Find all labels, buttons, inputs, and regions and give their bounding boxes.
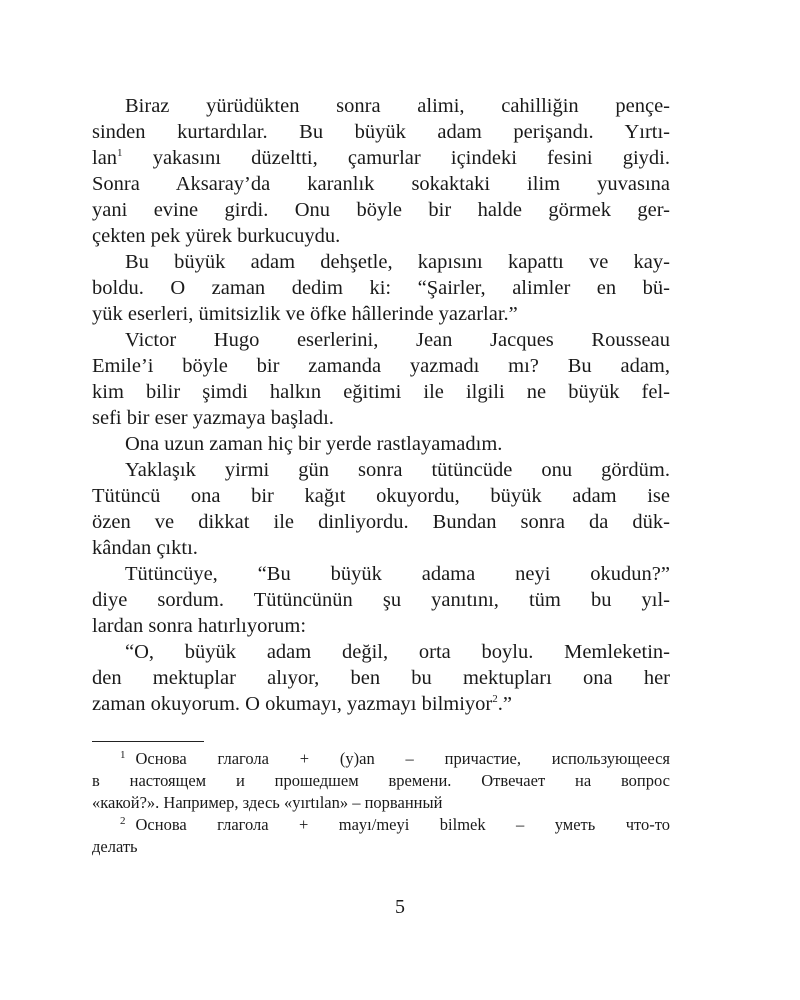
text-span: lan — [92, 147, 118, 169]
footnote-line: в настоящем и прошедшем времени. Отвечает на вопрос — [92, 771, 670, 790]
text-line: özen ve dikkat ile dinliyordu. Bundan sonra da dük- — [92, 511, 670, 533]
text-line: Bu büyük adam dehşetle, kapısını kapattı ve kay- — [125, 251, 670, 273]
page-number: 5 — [395, 896, 405, 918]
main-text — [92, 93, 670, 717]
footnote-line — [92, 748, 670, 770]
text-line: kim bilir şimdi halkın eğitimi ile ilgili ne büyük fel- — [92, 381, 670, 403]
text-line: Tütüncü ona bir kağıt okuyordu, büyük adam ise — [92, 485, 670, 507]
text-line: diye sordum. Tütüncünün şu yanıtını, tüm bu yıl- — [92, 589, 670, 611]
text-line: Biraz yürüdükten sonra alimi, cahilliğin pençe- — [125, 95, 670, 117]
footnote-text: Основа глагола + mayı/meyi bilmek – уметь что-то — [135, 815, 670, 834]
text-line: Emile’i böyle bir zamanda yazmadı mı? Bu adam, — [92, 355, 670, 377]
footnote-line: делать — [92, 837, 138, 856]
text-span: .” — [497, 693, 512, 715]
text-line: yük eserleri, ümitsizlik ve öfke hâllerinde yazarlar.” — [92, 303, 518, 325]
footnote-line: «какой?». Например, здесь «yırtılan» – порванный — [92, 793, 443, 812]
footnote-ref-2: 2 — [492, 693, 498, 706]
footnote-ref-1: 1 — [117, 147, 123, 160]
text-line: sinden kurtardılar. Bu büyük adam perişandı. Yırtı- — [92, 121, 670, 143]
text-line — [92, 691, 670, 717]
text-span: yakasını düzeltti, çamurlar içindeki fesini giydi. — [122, 147, 670, 169]
text-line: kândan çıktı. — [92, 537, 198, 559]
text-line: yani evine girdi. Onu böyle bir halde görmek ger- — [92, 199, 670, 221]
footnote-mark-2: 2 — [120, 814, 126, 827]
text-line: “O, büyük adam değil, orta boylu. Memleketin- — [125, 641, 670, 663]
text-line: Ona uzun zaman hiç bir yerde rastlayamadım. — [125, 433, 503, 455]
text-line: Tütüncüye, “Bu büyük adama neyi okudun?” — [125, 563, 670, 585]
text-line: Yaklaşık yirmi gün sonra tütüncüde onu gördüm. — [125, 459, 670, 481]
footnote-text: Основа глагола + (y)an – причастие, использующееся — [135, 749, 670, 768]
text-line: sefi bir eser yazmaya başladı. — [92, 407, 334, 429]
text-line: lardan sonra hatırlıyorum: — [92, 615, 307, 637]
text-line — [92, 145, 670, 171]
text-line: çekten pek yürek burkucuydu. — [92, 225, 341, 247]
text-line: Sonra Aksaray’da karanlık sokaktaki ilim yuvasına — [92, 173, 670, 195]
footnote-mark-1: 1 — [120, 748, 126, 761]
footnotes — [92, 748, 670, 858]
text-span: zaman okuyorum. O okumayı, yazmayı bilmiyor — [92, 693, 493, 715]
footnote-divider — [92, 741, 204, 742]
text-line: Victor Hugo eserlerini, Jean Jacques Rousseau — [125, 329, 670, 351]
footnote-line — [92, 814, 670, 836]
text-line: boldu. O zaman dedim ki: “Şairler, alimler en bü- — [92, 277, 670, 299]
text-line: den mektuplar alıyor, ben bu mektupları ona her — [92, 667, 670, 689]
